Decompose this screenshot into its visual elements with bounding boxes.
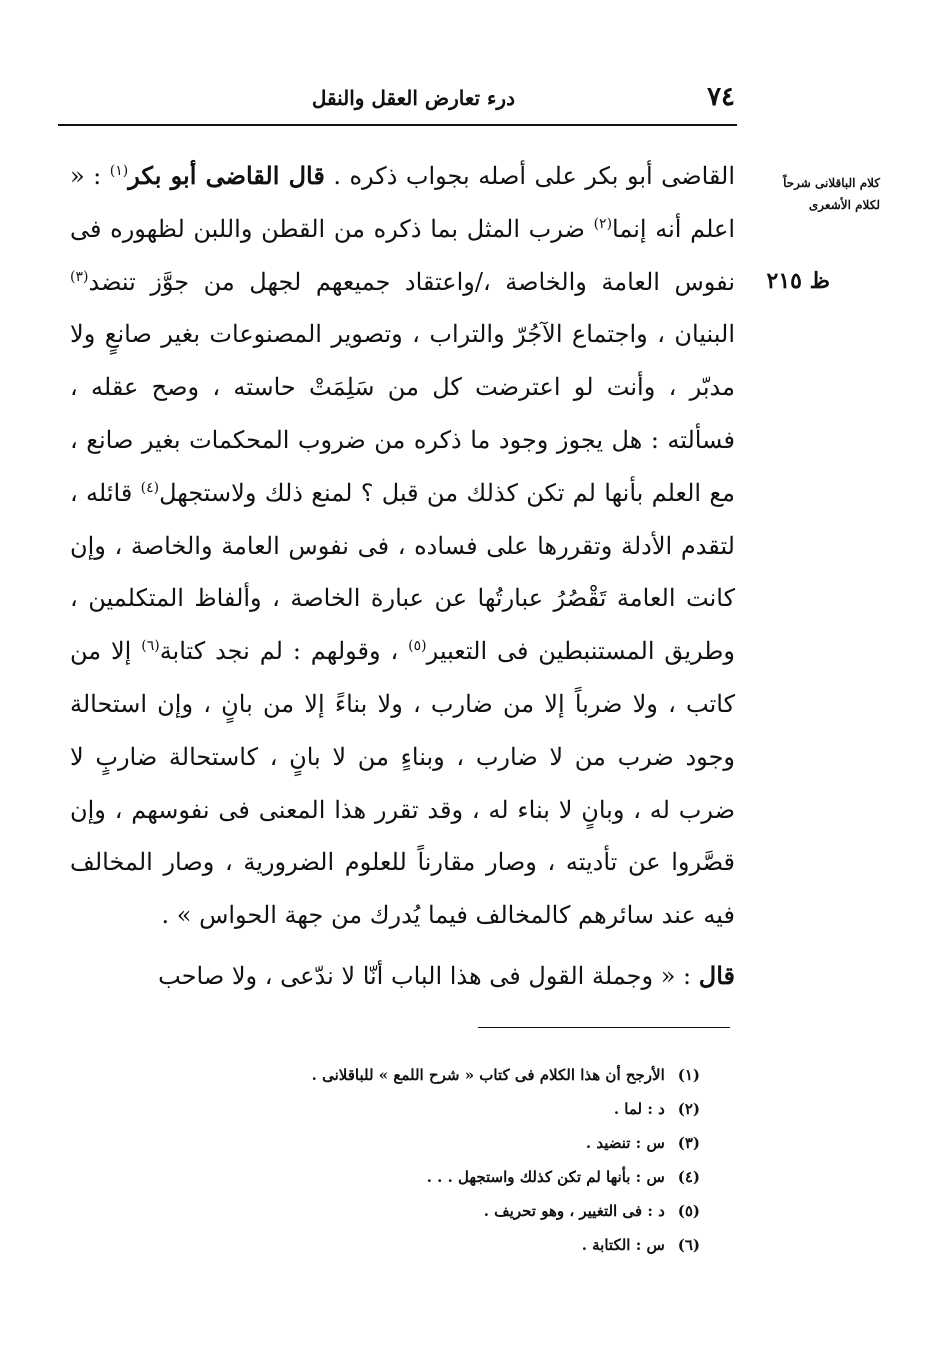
footnote-rule: [478, 1027, 730, 1028]
paragraph-text: ضرب المثل بما ذكره من القطن واللبن لظهوره فى نفوس العامة والخاصة ،/واعتقاد جميعهم لجهل من جوَّز تنضد: [70, 214, 735, 296]
footnote-ref: (٤): [140, 479, 160, 496]
footnote-item: [200, 1228, 700, 1262]
paragraph-text: ، وقولهم : لم نجد كتابة: [159, 637, 399, 666]
running-title: درء تعارض العقل والنقل: [311, 86, 515, 110]
paragraph-text: البنيان ، واجتماع الآجُرّ والتراب ، وتصوير المصنوعات بغير صانعٍ ولا مدبّر ، وأنت لو اعترضت كل من سَلِمَتْ حاسته ، وصح عقله ، فسألته : هل يجوز وجود ما ذكره من ضروب المحكمات بغير صانع ، مع العلم بأنها لم تكن كذلك من قبل ؟ لمنع ذلك ولاستجهل: [70, 320, 735, 507]
paragraph-text: : « وجملة القول فى هذا الباب أنّا لا ندّعى ، ولا صاحب: [158, 961, 692, 990]
page-header: [60, 78, 735, 118]
paragraph-2: [70, 950, 735, 1003]
footnote-number: (٢): [677, 1100, 700, 1118]
footnote-text: س : الكتابة .: [581, 1236, 665, 1254]
footnote-text: د : فى التغيير ، وهو تحريف .: [483, 1202, 665, 1220]
main-text: [70, 150, 735, 1003]
margin-note: كلام الباقلانى شرحاً لكلام الأشعرى: [783, 176, 880, 212]
footnote-ref: (٢): [593, 215, 613, 232]
footnote-item: [200, 1160, 700, 1194]
footnote-ref: (٦): [141, 638, 160, 655]
footnote-text: الأرجح أن هذا الكلام فى كتاب « شرح اللمع » للباقلانى .: [311, 1066, 665, 1084]
footnote-item: [200, 1126, 700, 1160]
footnote-item: [200, 1092, 700, 1126]
footnote-text: س : تنضيد .: [585, 1134, 665, 1152]
paragraph-1: [70, 150, 735, 942]
footnote-text: د : لما .: [613, 1100, 665, 1118]
footnote-item: [200, 1058, 700, 1092]
footnote-number: (٦): [677, 1236, 700, 1254]
paragraph-text: : « اعلم أنه إنما: [70, 162, 736, 243]
footnote-item: [200, 1194, 700, 1228]
footnote-ref: (٥): [408, 638, 427, 655]
paragraph-text: قائله ، لتقدم الأدلة وتقررها على فساده ، فى نفوس العامة والخاصة ، وإن كانت العامة تَقْصُرُ عبارتُها عن عبارة الخاصة ، وألفاظ المتكلمين ، وطريق المستنبطين فى التعبير: [70, 478, 735, 666]
footnotes: [200, 1058, 700, 1262]
folio-mark: ظ ٢١٥: [766, 268, 830, 294]
footnote-text: س : بأنها لم تكن كذلك واستجهل . . .: [426, 1168, 665, 1186]
footnote-number: (٤): [677, 1168, 700, 1186]
footnote-ref: (١): [109, 163, 129, 179]
paragraph-text: إلا من كاتب ، ولا ضرباً إلا من ضارب ، ولا بناءً إلا من بانٍ ، وإن استحالة وجود ضرب من لا ضارب ، وبناءٍ من لا بانٍ ، كاستحالة ضاربٍ لا ضرب له ، وبانٍ لا بناء له ، وقد تقرر هذا المعنى فى نفوسهم ، وإن قصَّروا عن تأديته ، وصار مقارناً للعلوم الضرورية ، وصار المخالف فيه عند سائرهم كالمخالف فيما يُدرك من جهة الحواس » .: [70, 637, 736, 930]
paragraph-text: القاضى أبو بكر على أصله بجواب ذكره .: [333, 162, 736, 190]
footnote-number: (٥): [677, 1202, 700, 1220]
footnote-ref: (٣): [70, 268, 89, 285]
footnote-number: (٣): [677, 1134, 700, 1152]
header-rule: [58, 124, 737, 126]
page-number: ٧٤: [707, 82, 735, 112]
speaker-label: قال: [698, 960, 735, 990]
speaker-label: قال القاضى أبو بكر: [128, 161, 325, 190]
footnote-number: (١): [677, 1066, 700, 1084]
